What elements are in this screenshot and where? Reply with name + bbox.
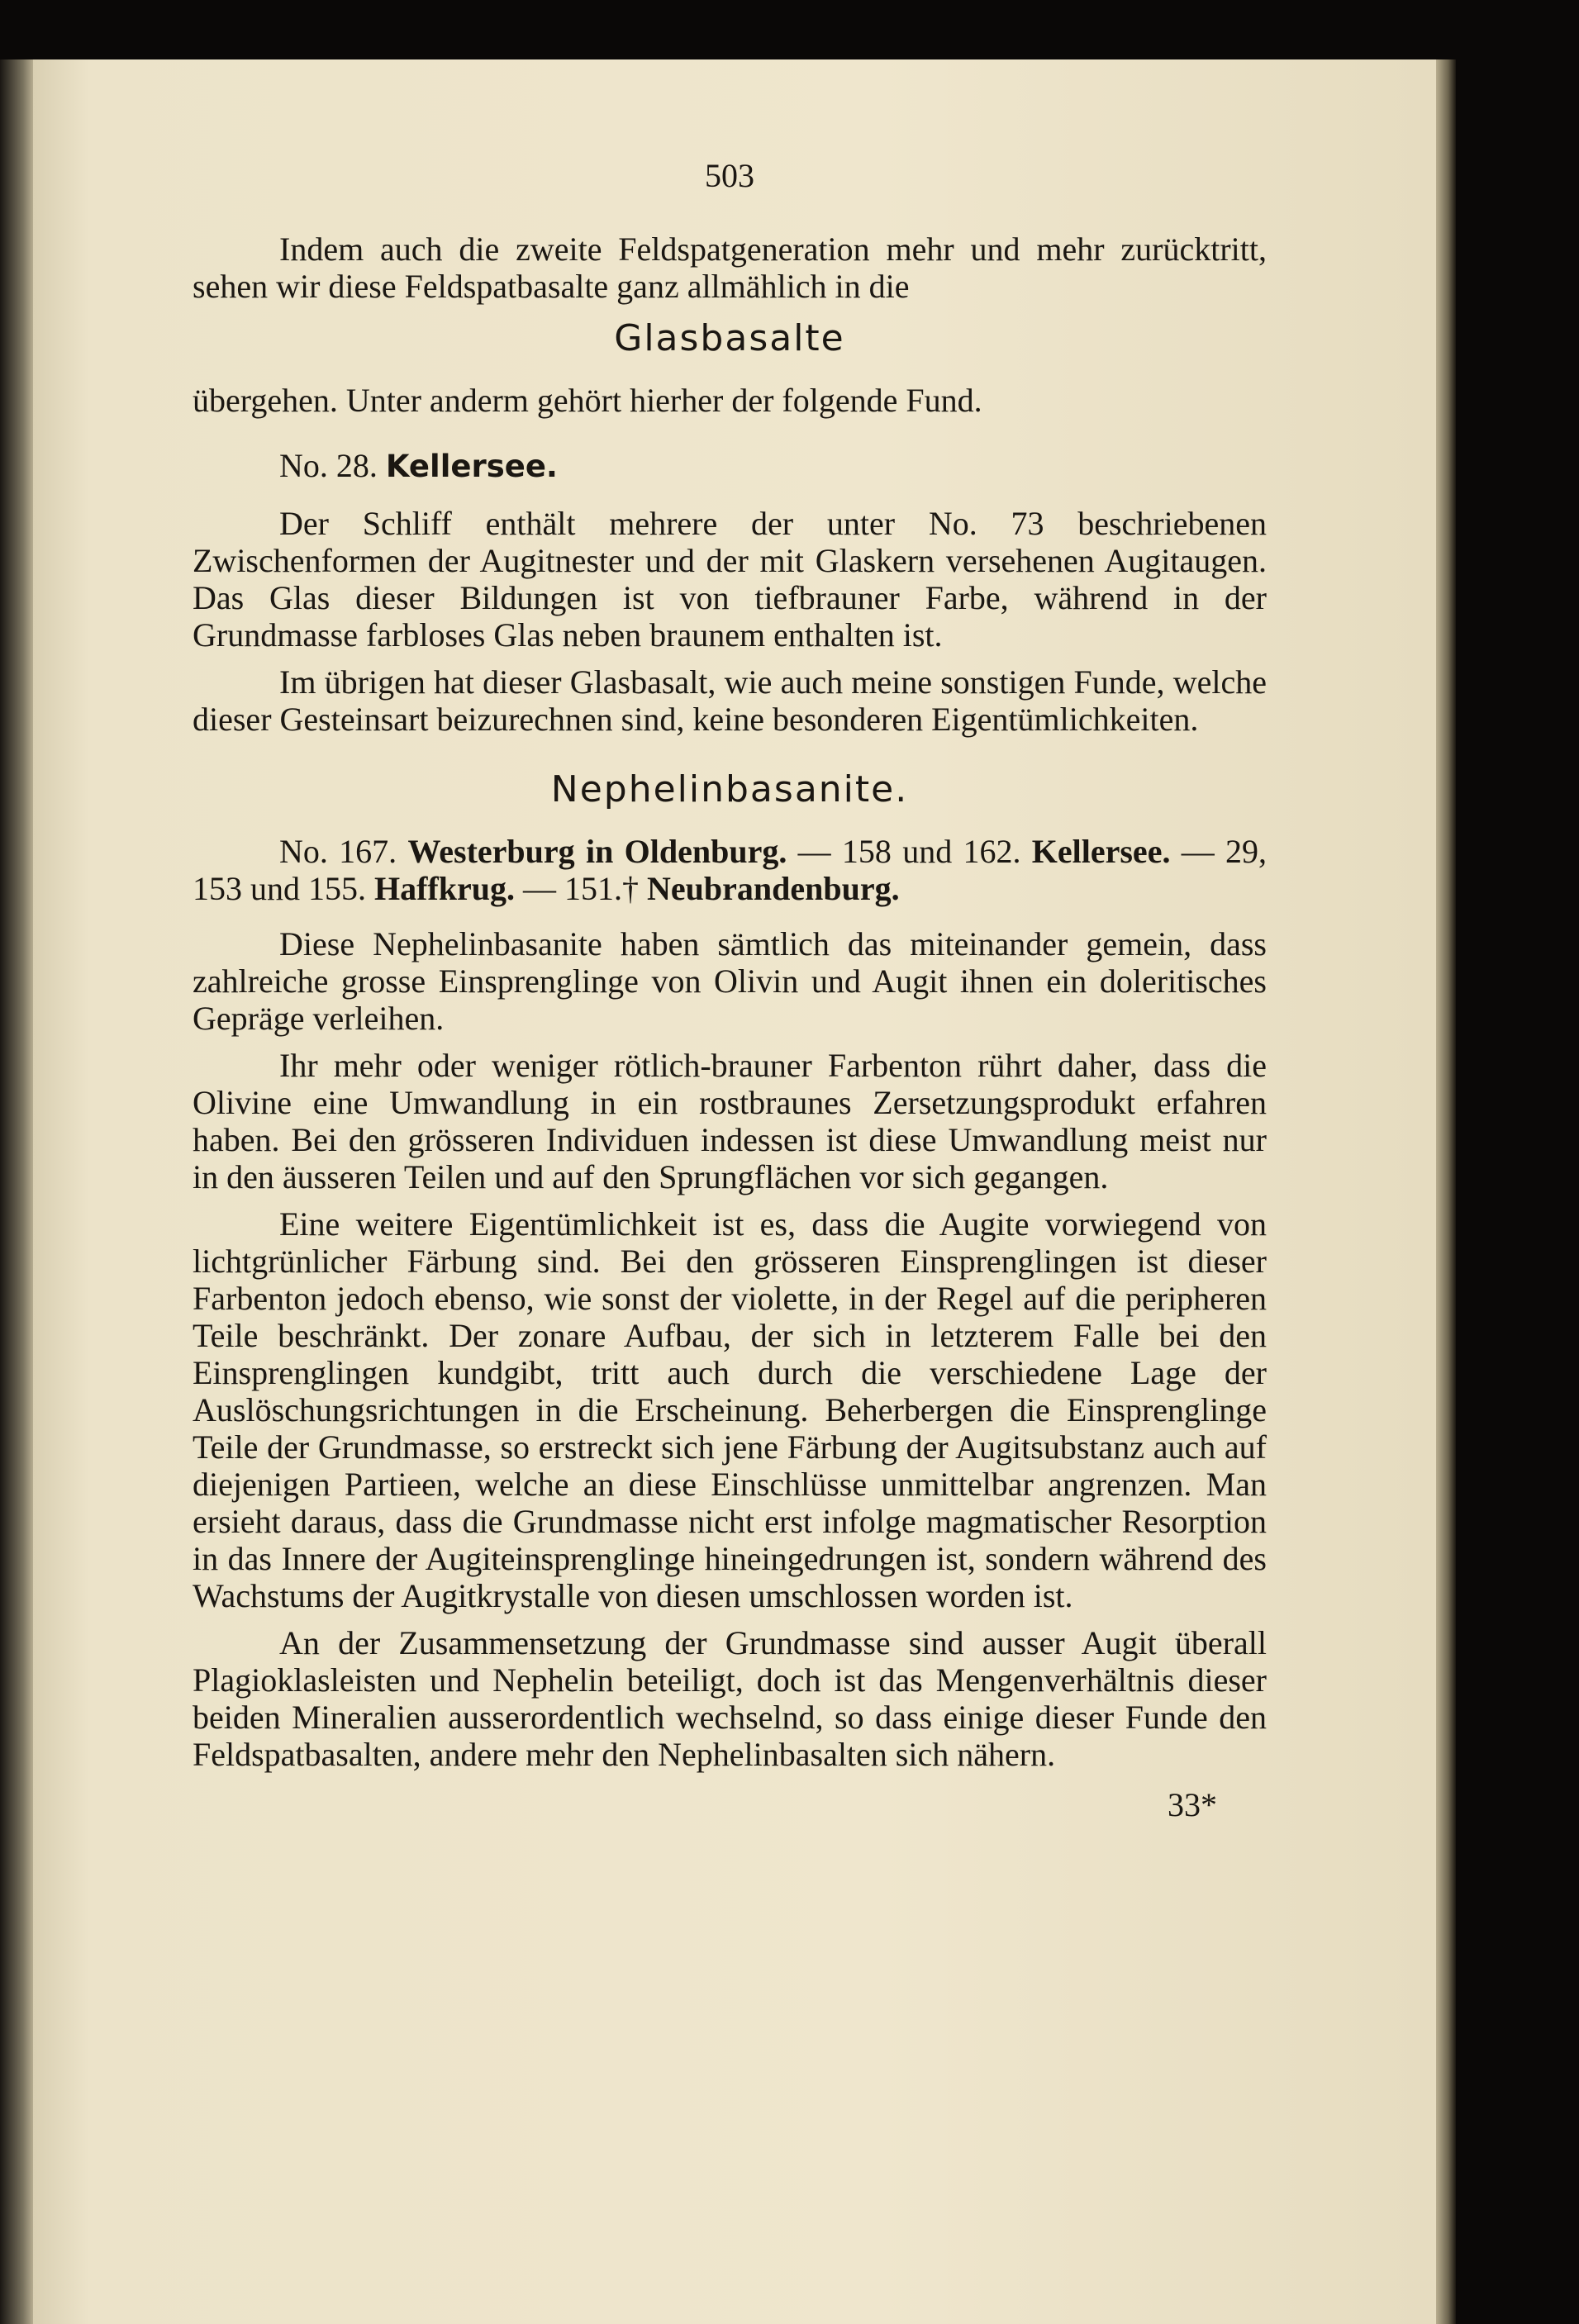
entry-numbers: — 29, 153 und 155. [193,833,1267,907]
entry-locality: Neubrandenburg. [647,870,900,907]
entry-number: No. 167. [279,833,397,870]
entry-numbers: — 151.† [515,870,647,907]
paragraph-diese: Diese Nephelinbasanite haben sämtlich das miteinander gemein, dass zahlreiche grosse Einsprenglinge von Olivin und Augit ihnen ein doleritisches Gepräge verleihen. [193,925,1267,1037]
paragraph-uebrigen: Im übrigen hat dieser Glasbasalt, wie auch meine sonstigen Funde, welche dieser Gesteinsart beizurechnen sind, keine besonderen Eigentümlichkeiten. [193,663,1267,738]
paragraph-schliff: Der Schliff enthält mehrere der unter No. 73 beschriebenen Zwischenformen der Augitnester und der mit Glaskern versehenen Augitaugen. Das Glas dieser Bildungen ist von tiefbrauner Farbe, während in der Grundmasse farbloses Glas neben braunem enthalten ist. [193,505,1267,653]
entry-locality: Kellersee. [1031,833,1171,870]
paragraph-ihr: Ihr mehr oder weniger rötlich-brauner Farbenton rührt daher, dass die Olivine eine Umwandlung in ein rostbraunes Zersetzungsprodukt erfahren haben. Bei den grösseren Individuen indessen ist diese Umwandlung meist nur in den äusseren Teilen und auf den Sprungflächen vor sich gegangen. [193,1047,1267,1195]
heading-nephelinbasanite: Nephelinbasanite. [550,768,909,810]
heading-glasbasalte: Glasbasalte [614,317,845,359]
book-binding [0,59,33,2324]
entry-no-167 [193,833,1267,907]
entry-locality: Kellersee. [385,449,558,484]
entry-locality: Haffkrug. [374,870,515,907]
page-content [193,157,1267,1823]
page-number: 503 [705,157,754,194]
paragraph-an: An der Zusammensetzung der Grundmasse sind ausser Augit überall Plagioklasleisten und Nephelin beteiligt, doch ist das Mengenverhältnis dieser beiden Mineralien ausserordentlich wechselnd, so dass einige dieser Funde den Feldspatbasalten, andere mehr den Nephelinbasalten sich nähern. [193,1624,1267,1773]
entry-number: No. 28. [279,447,378,484]
entry-numbers: — 158 und 162. [787,833,1032,870]
signature-mark: 33* [1168,1786,1217,1823]
entry-locality: Westerburg in Oldenburg. [407,833,787,870]
entry-no-28 [193,447,1267,485]
paragraph-intro: Indem auch die zweite Feldspatgeneration mehr und mehr zurücktritt, sehen wir diese Feldspatbasalte ganz allmählich in die [193,230,1267,305]
page-edge [1436,59,1456,2324]
paragraph-uebergehen: übergehen. Unter anderm gehört hierher der folgende Fund. [193,382,982,419]
paragraph-eine: Eine weitere Eigentümlichkeit ist es, dass die Augite vorwiegend von lichtgrünlicher Färbung sind. Bei den grösseren Einsprenglingen ist dieser Farbenton jedoch ebenso, wie sonst der violette, in der Regel auf die peripheren Teile beschränkt. Der zonare Aufbau, der sich in letzterem Falle bei den Einsprenglingen kundgibt, tritt auch durch die verschiedene Lage der Auslöschungsrichtungen in die Erscheinung. Beherbergen die Einsprenglinge Teile der Grundmasse, so erstreckt sich jene Färbung der Augitsubstanz auch auf diejenigen Partieen, welche an diese Einschlüsse unmittelbar angrenzen. Man ersieht daraus, dass die Grundmasse nicht erst infolge magmatischer Resorption in das Innere der Augiteinsprenglinge hineingedrungen ist, sondern während des Wachstums der Augitkrystalle von diesen umschlossen worden ist. [193,1205,1267,1614]
